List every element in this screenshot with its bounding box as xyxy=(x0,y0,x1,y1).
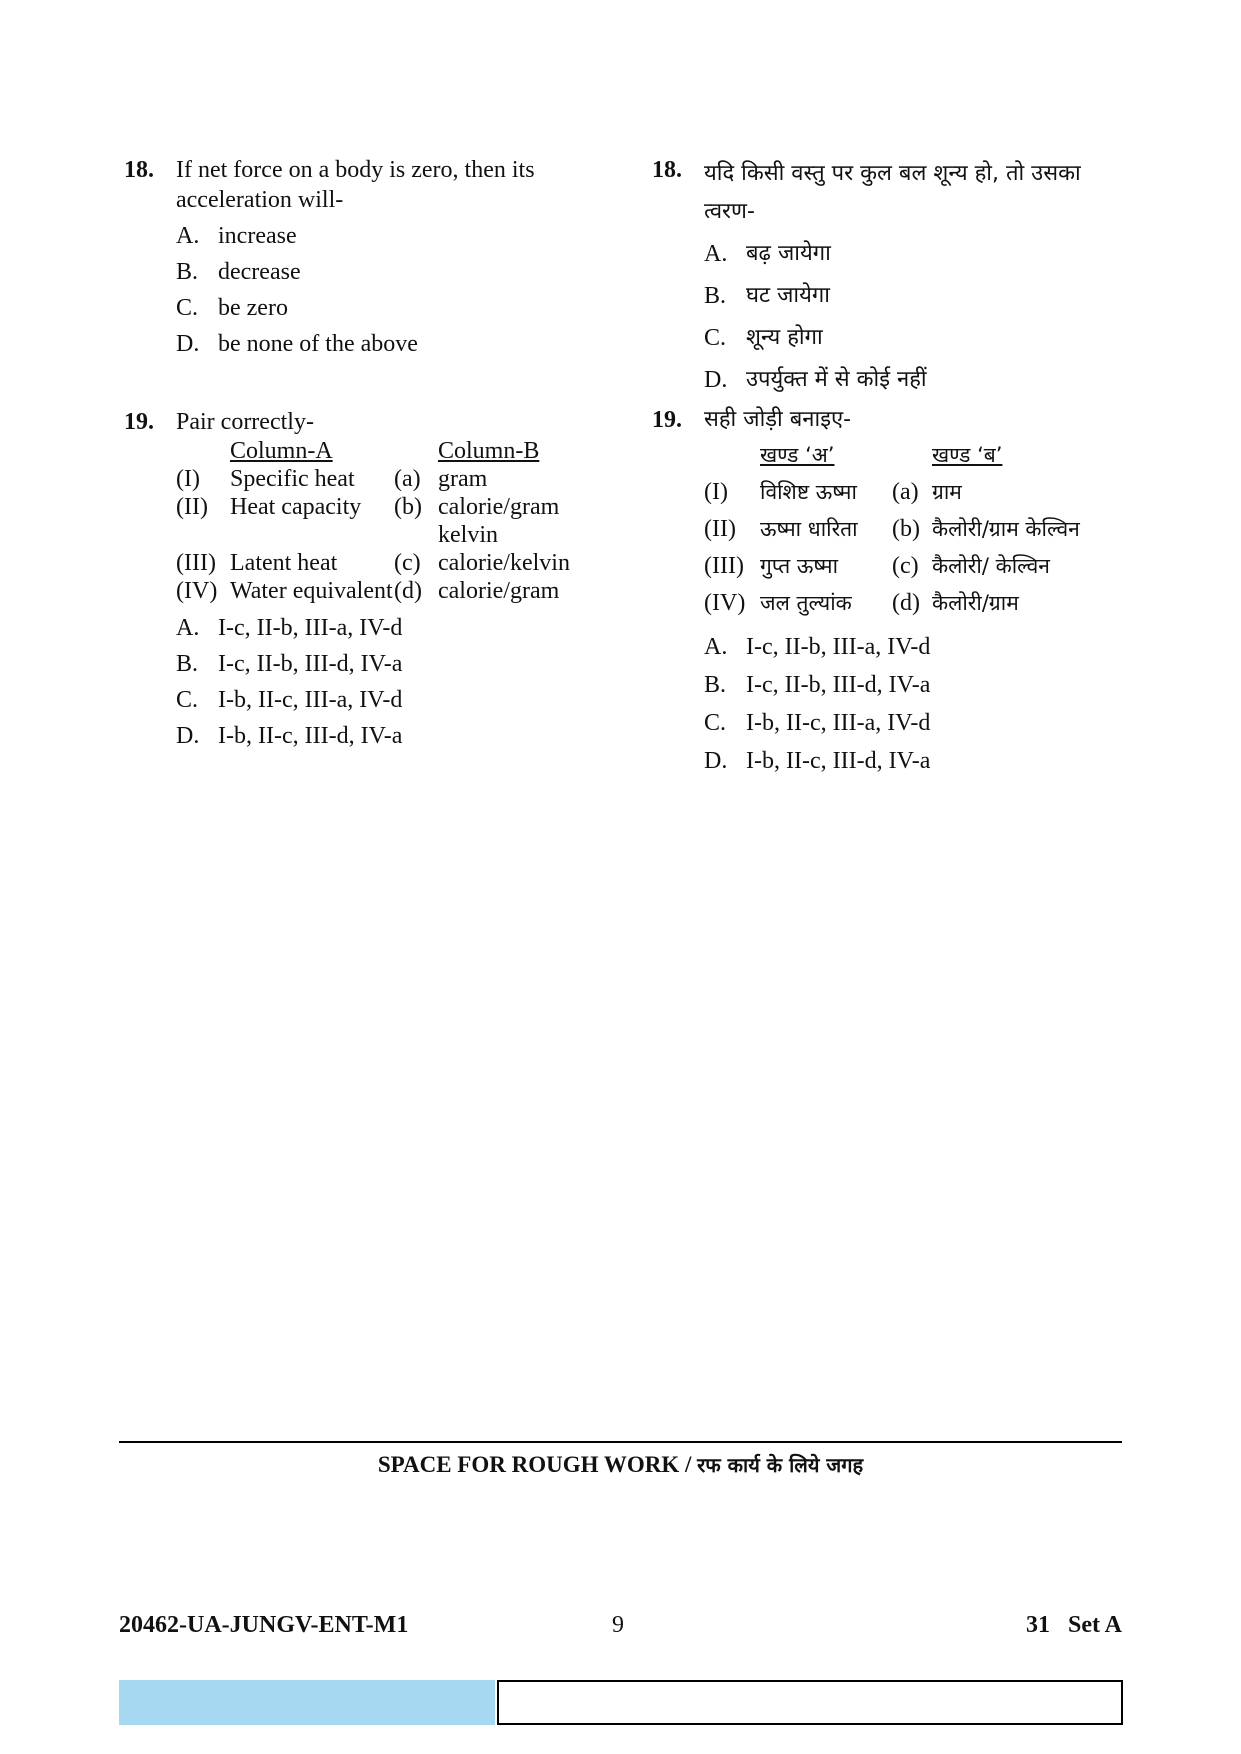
option-d[interactable]: D. I-b, II-c, III-d, IV-a xyxy=(176,723,403,749)
rough-work-divider xyxy=(119,1441,1122,1443)
table-row: (III) गुप्त ऊष्मा (c) कैलोरी/ केल्विन xyxy=(704,553,1050,579)
column-a-header: खण्ड ‘अ’ xyxy=(760,443,835,467)
option-c[interactable]: C. I-b, II-c, III-a, IV-d xyxy=(176,687,403,713)
rough-work-heading: SPACE FOR ROUGH WORK / रफ कार्य के लिये जगह xyxy=(377,1452,864,1477)
question-19-en xyxy=(124,407,624,751)
question-number: 18. xyxy=(652,157,682,183)
question-text: सही जोड़ी बनाइए- xyxy=(704,407,852,432)
option-b[interactable]: B. घट जायेगा xyxy=(704,283,830,309)
question-number: 19. xyxy=(652,407,682,433)
match-table xyxy=(704,437,1080,622)
question-number: 19. xyxy=(124,409,154,435)
option-c[interactable]: C. शून्य होगा xyxy=(704,325,823,351)
column-b-header: खण्ड ‘ब’ xyxy=(932,443,1003,467)
option-a[interactable]: A. बढ़ जायेगा xyxy=(704,241,831,267)
match-table xyxy=(176,437,588,605)
option-b[interactable]: B. decrease xyxy=(176,259,301,285)
option-d[interactable]: D. I-b, II-c, III-d, IV-a xyxy=(704,748,931,774)
question-text: यदि किसी वस्तु पर कुल बल शून्य हो, तो उसका त्वरण- xyxy=(704,161,1081,224)
set-label: 31 Set A xyxy=(1026,1612,1122,1638)
option-b[interactable]: B. I-c, II-b, III-d, IV-a xyxy=(704,672,931,698)
paper-code: 20462-UA-JUNGV-ENT-M1 xyxy=(119,1612,409,1638)
page-number: 9 xyxy=(612,1612,624,1638)
question-text: Pair correctly- xyxy=(176,409,314,435)
question-19-hi xyxy=(652,405,1132,776)
option-a[interactable]: A. increase xyxy=(176,223,297,249)
table-row: (IV) जल तुल्यांक (d) कैलोरी/ग्राम xyxy=(704,590,1019,616)
question-18-hi xyxy=(652,155,1132,395)
option-b[interactable]: B. I-c, II-b, III-d, IV-a xyxy=(176,651,403,677)
question-18-en xyxy=(124,155,624,359)
table-row: (II) ऊष्मा धारिता (b) कैलोरी/ग्राम केल्विन xyxy=(704,516,1080,542)
question-text: If net force on a body is zero, then its acceleration will- xyxy=(176,157,535,213)
option-a[interactable]: A. I-c, II-b, III-a, IV-d xyxy=(704,634,931,660)
option-d[interactable]: D. be none of the above xyxy=(176,331,418,357)
option-c[interactable]: C. be zero xyxy=(176,295,288,321)
question-number: 18. xyxy=(124,157,154,183)
option-c[interactable]: C. I-b, II-c, III-a, IV-d xyxy=(704,710,931,736)
footer-color-bar xyxy=(119,1680,495,1725)
option-d[interactable]: D. उपर्युक्त में से कोई नहीं xyxy=(704,367,927,393)
option-a[interactable]: A. I-c, II-b, III-a, IV-d xyxy=(176,615,403,641)
table-row: (II) Heat capacity (b) calorie/gram kelvin xyxy=(176,494,560,548)
column-b-header: Column-B xyxy=(438,438,540,464)
column-a-header: Column-A xyxy=(230,438,333,464)
table-row: (I) Specific heat (a) gram xyxy=(176,466,488,492)
table-row: (I) विशिष्ट ऊष्मा (a) ग्राम xyxy=(704,479,962,505)
table-row: (IV) Water equivalent (d) calorie/gram xyxy=(176,578,560,604)
table-row: (III) Latent heat (c) calorie/kelvin xyxy=(176,550,570,576)
footer-box xyxy=(497,1680,1123,1725)
